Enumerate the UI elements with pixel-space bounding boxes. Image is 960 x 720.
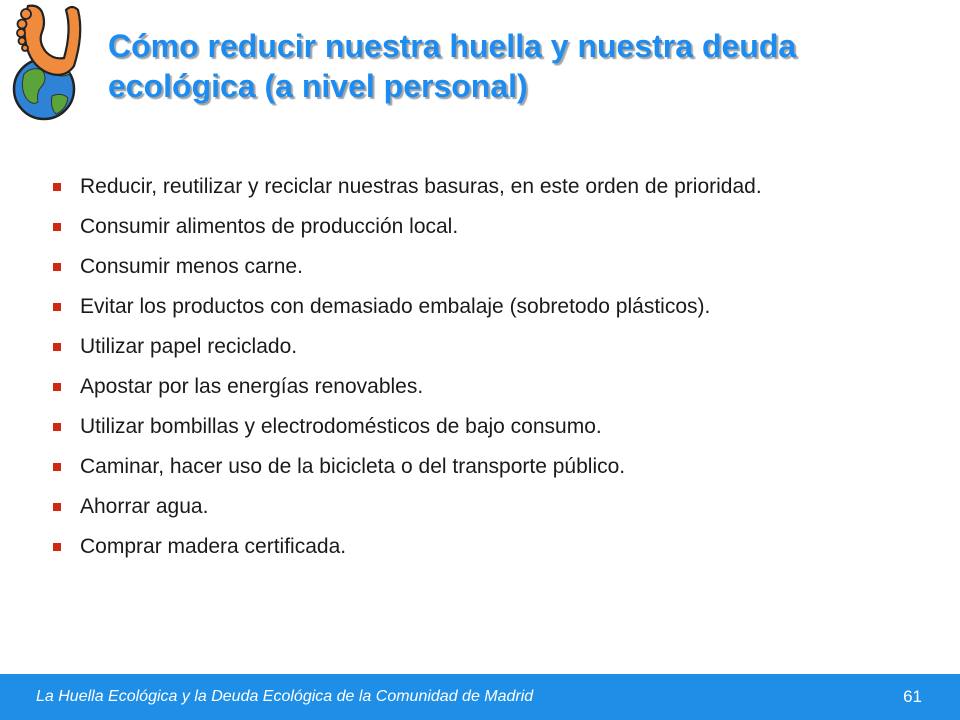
list-item-text: Reducir, reutilizar y reciclar nuestras basuras, en este orden de prioridad.: [80, 175, 762, 198]
list-item: [48, 492, 928, 522]
list-item-text: Consumir alimentos de producción local.: [80, 215, 459, 238]
footer-text: La Huella Ecológica y la Deuda Ecológica de la Comunidad de Madrid: [36, 688, 534, 705]
foot-on-globe-icon: [8, 0, 88, 128]
list-item: [48, 292, 928, 322]
bullet-square-icon: [53, 223, 61, 231]
bullet-list: [48, 172, 928, 572]
list-item: [48, 332, 928, 362]
page-number: 61: [903, 687, 922, 706]
list-item: [48, 372, 928, 402]
slide-title: Cómo reducir nuestra huella y nuestra deuda ecológica (a nivel personal): [108, 28, 797, 104]
bullet-square-icon: [53, 383, 61, 391]
list-item: [48, 212, 928, 242]
footer-bar: [0, 674, 960, 720]
list-item-text: Apostar por las energías renovables.: [80, 375, 424, 398]
bullet-square-icon: [53, 263, 61, 271]
bullet-square-icon: [53, 303, 61, 311]
list-item-text: Comprar madera certificada.: [80, 535, 347, 558]
list-item: [48, 532, 928, 562]
list-item-text: Evitar los productos con demasiado embalaje (sobretodo plásticos).: [80, 295, 711, 318]
list-item: [48, 452, 928, 482]
list-item: [48, 252, 928, 282]
list-item: [48, 412, 928, 442]
list-item-text: Ahorrar agua.: [80, 495, 209, 518]
bullet-square-icon: [53, 343, 61, 351]
bullet-square-icon: [53, 543, 61, 551]
list-item-text: Caminar, hacer uso de la bicicleta o del transporte público.: [80, 455, 626, 478]
list-item-text: Consumir menos carne.: [80, 255, 303, 278]
bullet-square-icon: [53, 463, 61, 471]
bullet-square-icon: [53, 183, 61, 191]
bullet-square-icon: [53, 423, 61, 431]
list-item: [48, 172, 928, 202]
list-item-text: Utilizar bombillas y electrodomésticos de bajo consumo.: [80, 415, 602, 438]
list-item-text: Utilizar papel reciclado.: [80, 335, 298, 358]
bullet-square-icon: [53, 503, 61, 511]
